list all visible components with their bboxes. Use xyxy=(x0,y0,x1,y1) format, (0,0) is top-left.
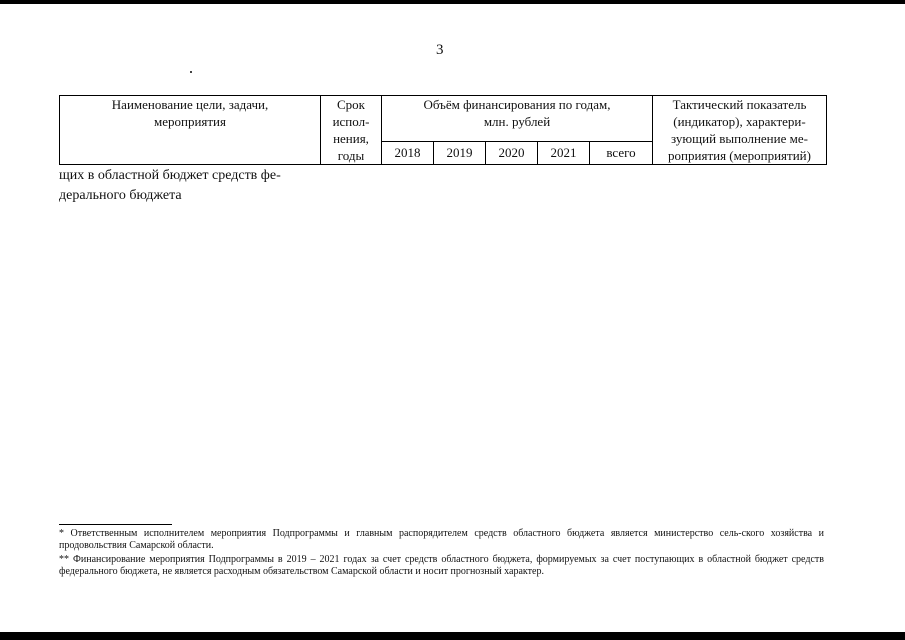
footnote-financing-note: ** Финансирование мероприятия Подпрограммы в 2019 – 2021 годах за счет средств областного бюджета, формируемых за счет поступающих в областной бюджет средств федерального бюджета, не является расходным обязательством Самарской области и носит прогнозный характер. xyxy=(59,554,824,577)
year-2019: 2019 xyxy=(434,141,486,164)
body-line: щих в областной бюджет средств фе- xyxy=(59,168,281,183)
header-goal-name-line: Наименование цели, задачи, xyxy=(111,97,269,112)
continued-goal-text xyxy=(59,166,329,206)
header-table xyxy=(59,95,827,165)
header-funding-line: Объём финансирования по годам, xyxy=(423,97,611,112)
header-tactical-line: (индикатор), характери- xyxy=(673,114,806,129)
header-term xyxy=(321,96,382,165)
header-term-line: Срок xyxy=(337,97,365,112)
header-term-line: нения, xyxy=(333,131,369,146)
page-bottom-border xyxy=(0,632,905,640)
header-goal-name xyxy=(60,96,321,165)
scan-speck xyxy=(190,71,192,73)
header-tactical-line: зующий выполнение ме- xyxy=(671,131,808,146)
header-term-line: испол- xyxy=(332,114,370,129)
table-header-row xyxy=(60,96,827,142)
footnote-responsible-executor: * Ответственным исполнителем мероприятия Подпрограммы и главным распорядителем средств областного бюджета является министерство сель-ского хозяйства и продовольствия Самарской области. xyxy=(59,528,824,551)
footnotes xyxy=(59,528,824,580)
year-2018: 2018 xyxy=(382,141,434,164)
header-funding-line: млн. рублей xyxy=(483,114,551,129)
header-tactical-indicator xyxy=(653,96,827,165)
page-number: 3 xyxy=(436,42,444,58)
footnote-separator xyxy=(59,524,172,525)
header-goal-name-line: мероприятия xyxy=(153,114,226,129)
header-funding xyxy=(382,96,653,142)
body-line: дерального бюджета xyxy=(59,188,182,203)
header-term-line: годы xyxy=(337,148,365,163)
year-total: всего xyxy=(590,141,653,164)
year-2020: 2020 xyxy=(486,141,538,164)
page-top-border xyxy=(0,0,905,4)
year-2021: 2021 xyxy=(538,141,590,164)
header-tactical-line: Тактический показатель xyxy=(672,97,807,112)
header-tactical-line: роприятия (мероприятий) xyxy=(668,148,811,163)
